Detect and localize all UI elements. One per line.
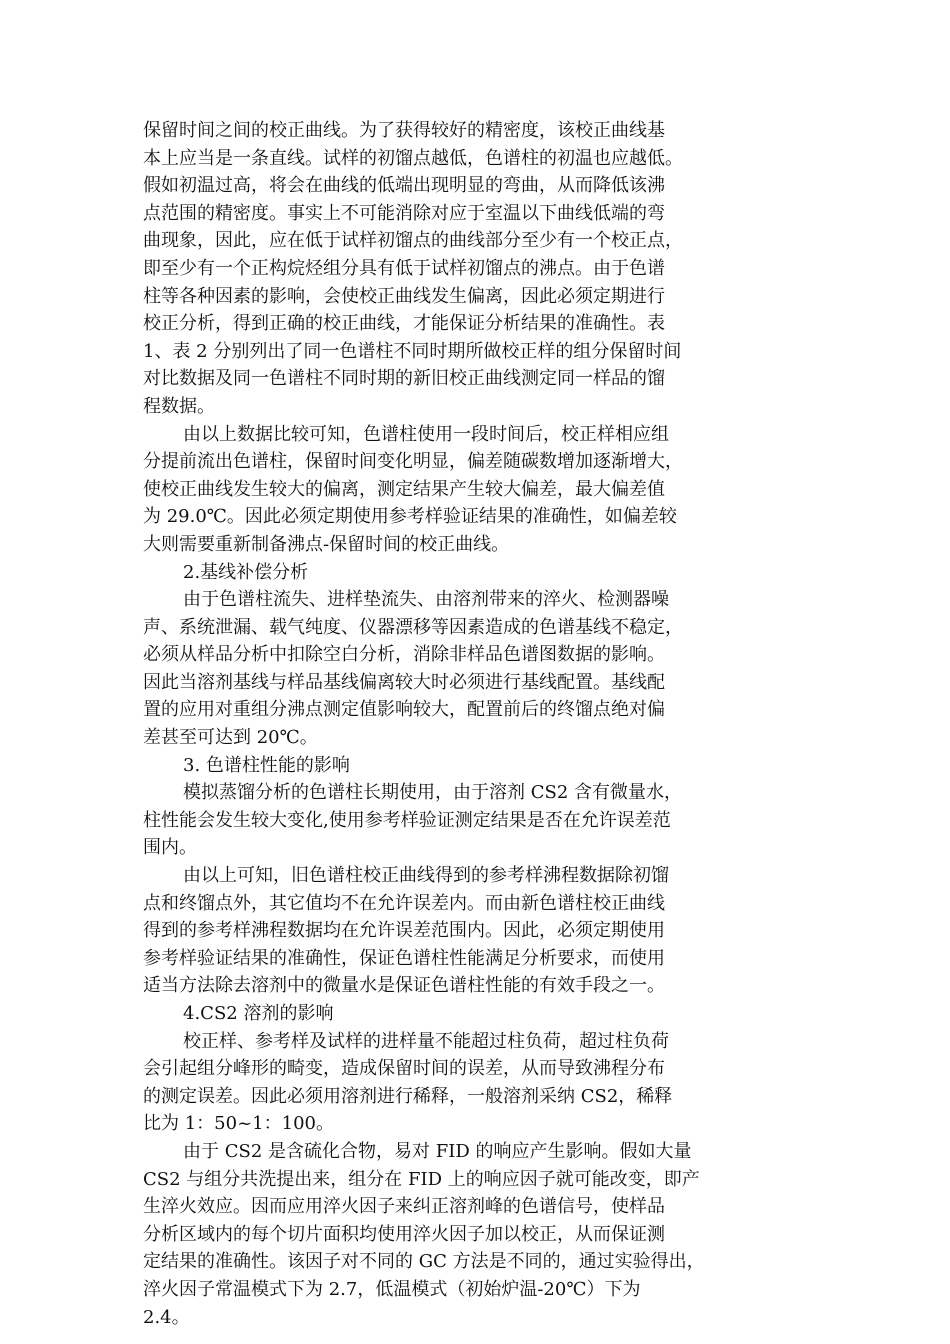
text-line: 置的应用对重组分沸点测定值影响较大，配置前后的终馏点绝对偏 — [143, 699, 665, 721]
text-line: 声、系统泄漏、载气纯度、仪器漂移等因素造成的色谱基线不稳定， — [143, 616, 683, 638]
text-line: 假如初温过高，将会在曲线的低端出现明显的弯曲，从而降低该沸 — [143, 175, 665, 197]
text-line: 2.4。 — [143, 1306, 190, 1328]
text-line: 由于 CS2 是含硫化合物，易对 FID 的响应产生影响。假如大量 — [183, 1140, 692, 1162]
text-line: 分提前流出色谱柱，保留时间变化明显，偏差随碳数增加逐渐增大， — [143, 451, 683, 473]
text-line: 淬火因子常温模式下为 2.7，低温模式（初始炉温-20℃）下为 — [143, 1278, 641, 1300]
text-line: 围内。 — [143, 837, 197, 859]
text-line: 由以上可知，旧色谱柱校正曲线得到的参考样沸程数据除初馏 — [183, 865, 669, 887]
text-line: 的测定误差。因此必须用溶剂进行稀释，一般溶剂采纳 CS2，稀释 — [143, 1085, 673, 1107]
text-line: 对比数据及同一色谱柱不同时期的新旧校正曲线测定同一样品的馏 — [143, 368, 665, 390]
text-line: 模拟蒸馏分析的色谱柱长期使用，由于溶剂 CS2 含有微量水， — [183, 782, 682, 804]
text-line: 由以上数据比较可知，色谱柱使用一段时间后，校正样相应组 — [183, 423, 669, 445]
text-line: 柱等各种因素的影响，会使校正曲线发生偏离，因此必须定期进行 — [143, 285, 665, 307]
text-line: 校正分析，得到正确的校正曲线，才能保证分析结果的准确性。表 — [143, 313, 665, 335]
text-line: 4.CS2 溶剂的影响 — [183, 1003, 334, 1024]
text-line: 程数据。 — [143, 395, 215, 417]
text-line: 差甚至可达到 20℃。 — [143, 727, 318, 749]
text-line: 会引起组分峰形的畸变，造成保留时间的误差，从而导致沸程分布 — [143, 1058, 665, 1080]
text-line: 3. 色谱柱性能的影响 — [183, 754, 350, 776]
text-line: 参考样验证结果的准确性，保证色谱柱性能满足分析要求，而使用 — [143, 947, 665, 969]
text-line: 为 29.0℃。因此必须定期使用参考样验证结果的准确性，如偏差较 — [143, 506, 677, 528]
text-line: 本上应当是一条直线。试样的初馏点越低，色谱柱的初温也应越低。 — [143, 147, 683, 169]
text-line: 使校正曲线发生较大的偏离，测定结果产生较大偏差，最大偏差值 — [143, 478, 665, 500]
text-line: 1、表 2 分别列出了同一色谱柱不同时期所做校正样的组分保留时间 — [143, 340, 682, 362]
text-line: 点范围的精密度。事实上不可能消除对应于室温以下曲线低端的弯 — [143, 202, 665, 224]
text-line: 比为 1：50~1：100。 — [143, 1113, 334, 1135]
text-line: 校正样、参考样及试样的进样量不能超过柱负荷，超过柱负荷 — [183, 1030, 669, 1052]
text-line: 即至少有一个正构烷烃组分具有低于试样初馏点的沸点。由于色谱 — [143, 257, 665, 279]
text-line: 生淬火效应。因而应用淬火因子来纠正溶剂峰的色谱信号，使样品 — [143, 1196, 665, 1218]
text-line: CS2 与组分共洗提出来，组分在 FID 上的响应因子就可能改变，即产 — [143, 1168, 700, 1190]
text-line: 保留时间之间的校正曲线。为了获得较好的精密度，该校正曲线基 — [143, 120, 665, 141]
text-line: 曲现象，因此，应在低于试样初馏点的曲线部分至少有一个校正点， — [143, 230, 683, 252]
text-line: 因此当溶剂基线与样品基线偏离较大时必须进行基线配置。基线配 — [143, 671, 665, 693]
text-line: 得到的参考样沸程数据均在允许误差范围内。因此，必须定期使用 — [143, 920, 665, 942]
document-body — [143, 117, 813, 1331]
text-line: 分析区域内的每个切片面积均使用淬火因子加以校正，从而保证测 — [143, 1223, 665, 1245]
text-line: 点和终馏点外，其它值均不在允许误差内。而由新色谱柱校正曲线 — [143, 892, 665, 914]
text-line: 柱性能会发生较大变化,使用参考样验证测定结果是否在允许误差范 — [143, 809, 671, 831]
text-line: 2.基线补偿分析 — [183, 561, 309, 583]
text-line: 必须从样品分析中扣除空白分析，消除非样品色谱图数据的影响。 — [143, 644, 665, 666]
text-line: 定结果的准确性。该因子对不同的 GC 方法是不同的，通过实验得出， — [143, 1251, 705, 1273]
text-line: 由于色谱柱流失、进样垫流失、由溶剂带来的淬火、检测器噪 — [183, 589, 669, 611]
text-line: 适当方法除去溶剂中的微量水是保证色谱柱性能的有效手段之一。 — [143, 975, 665, 997]
text-line: 大则需要重新制备沸点-保留时间的校正曲线。 — [143, 533, 510, 555]
